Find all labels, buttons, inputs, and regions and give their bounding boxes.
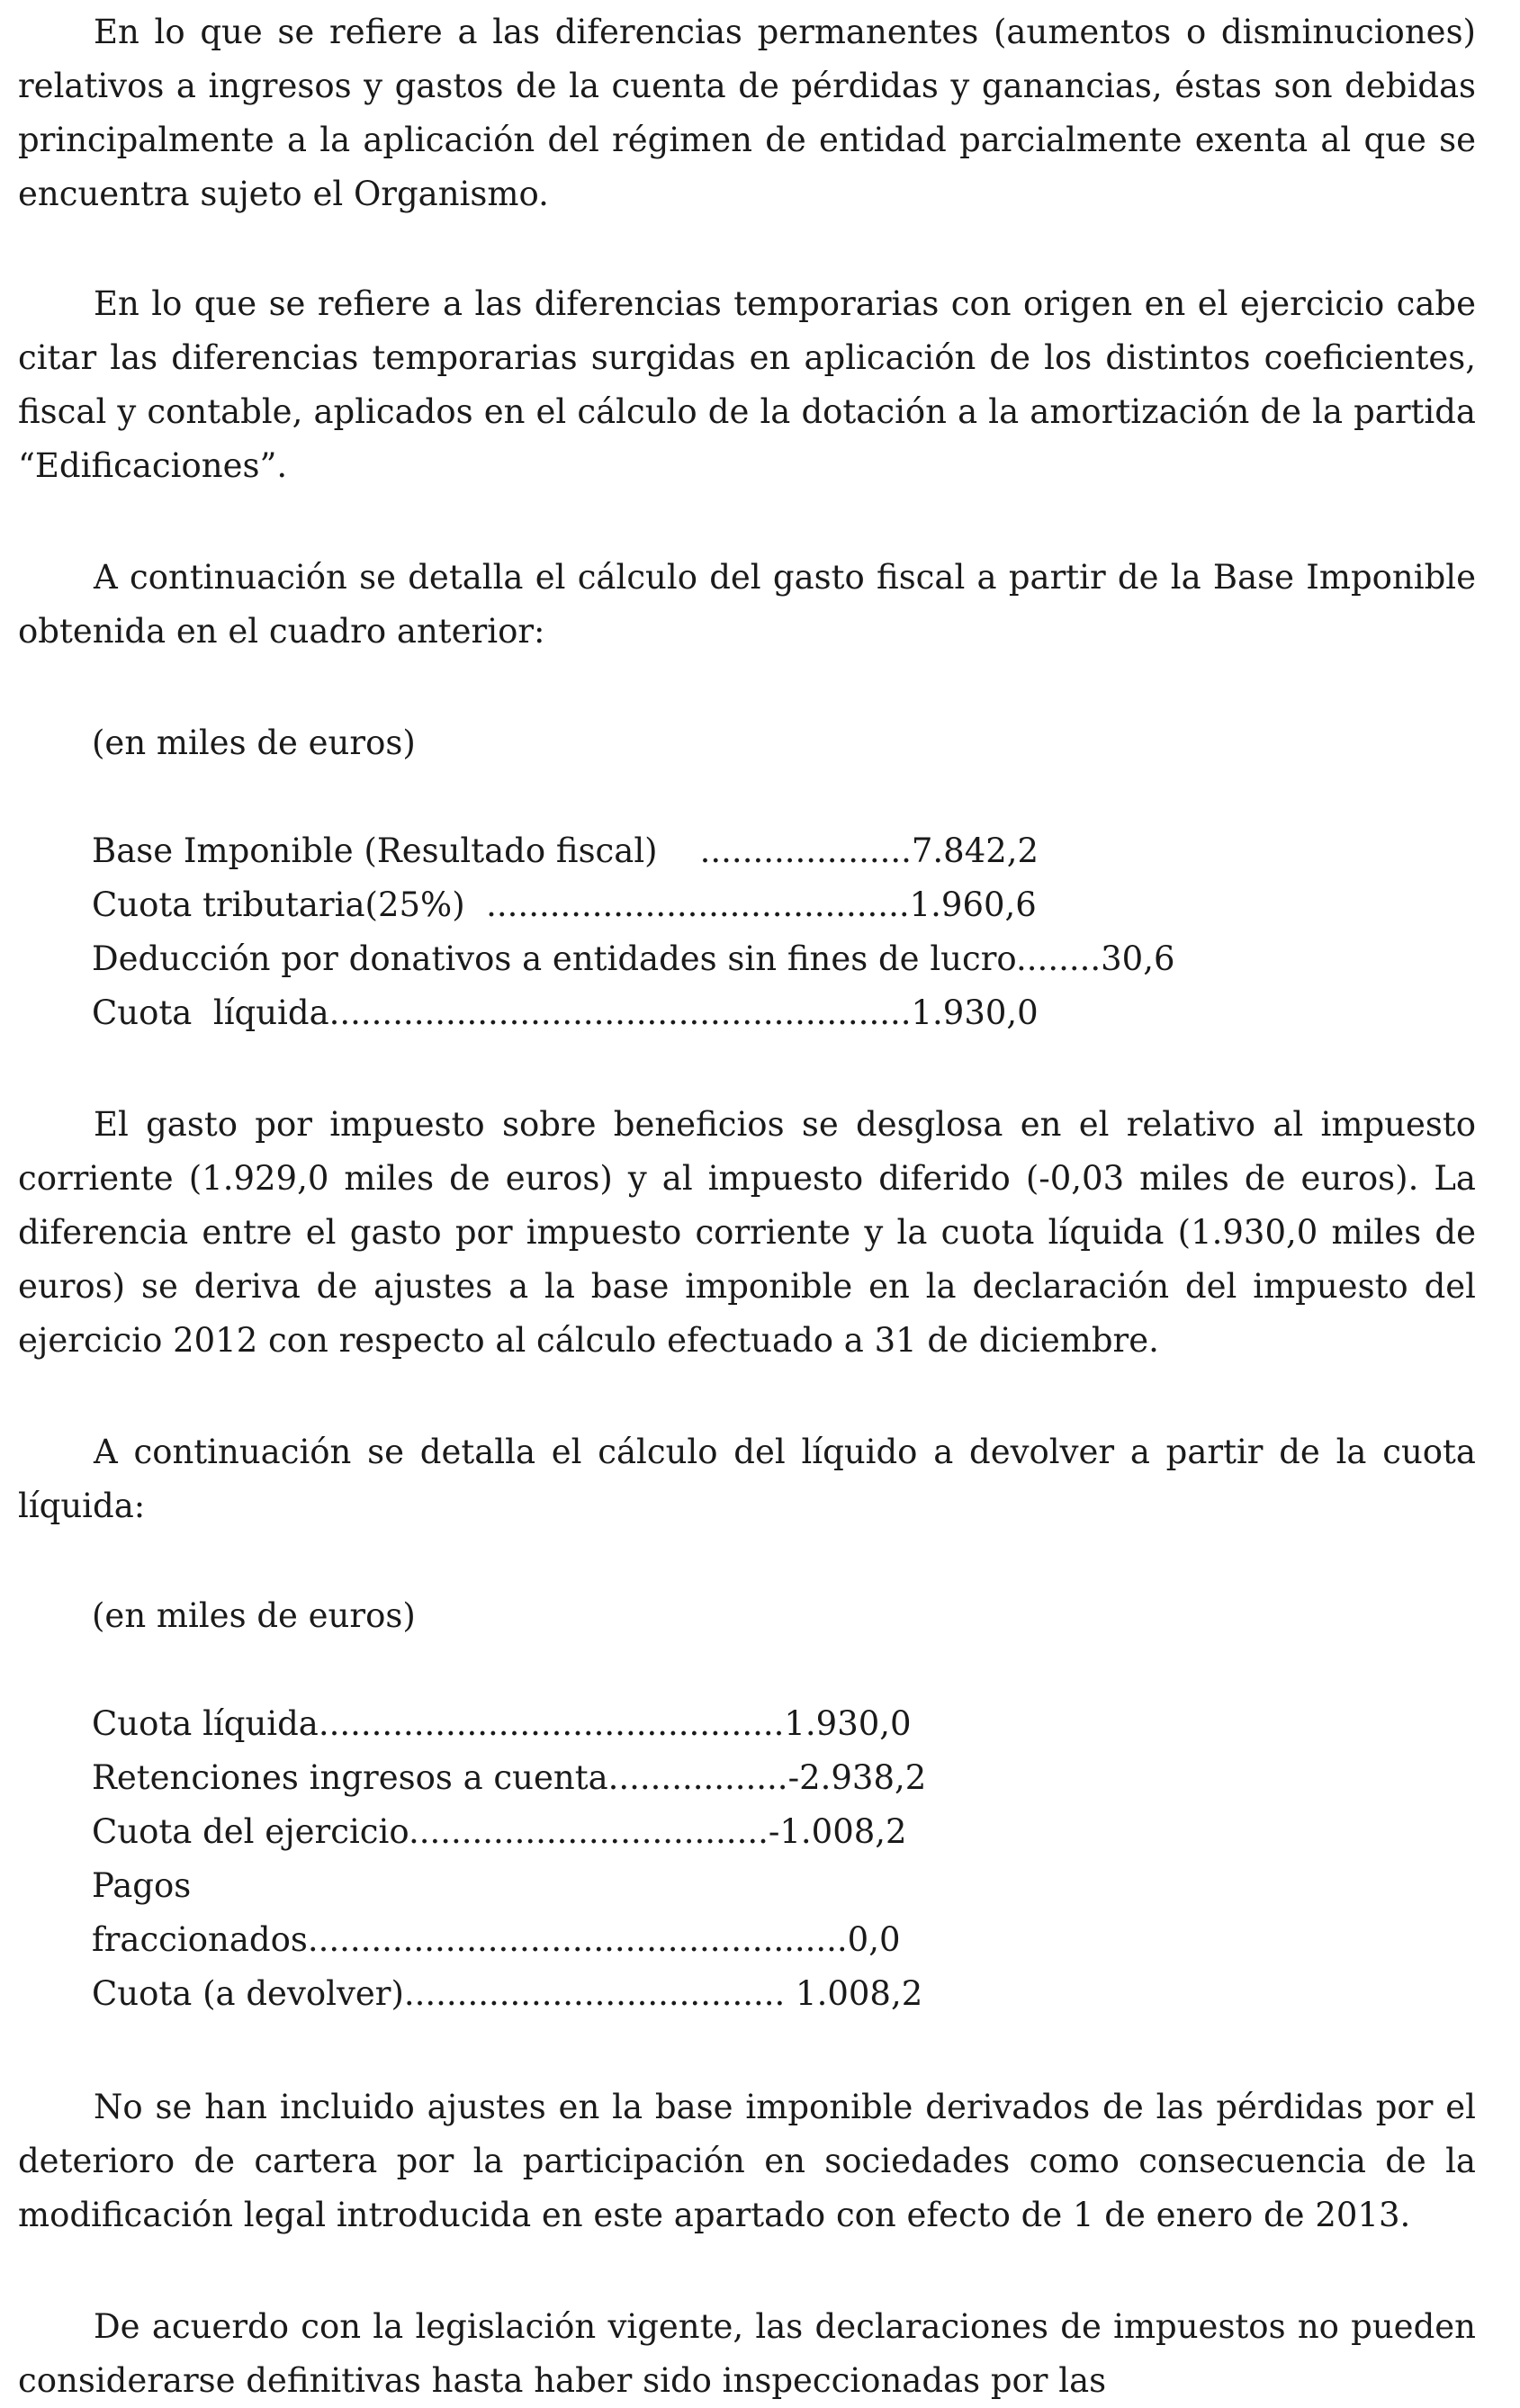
unit-note: (en miles de euros)	[92, 723, 416, 762]
paragraph-diferencias-permanentes: En lo que se refiere a las diferencias permanentes (aumentos o disminuciones) relativos a ingresos y gastos de la cuenta de pérdidas y ganancias, éstas son debidas principalmente a la aplicación del régimen de entidad parcialmente exenta al que se encuentra sujeto el Organismo.	[18, 13, 1476, 213]
paragraph-ajustes-base-imponible: No se han incluido ajustes en la base imponible derivados de las pérdidas por el deterioro de cartera por la participación en sociedades como consecuencia de la modificación legal introducida en este apartado con efecto de 1 de enero de 2013.	[18, 2088, 1476, 2234]
paragraph-intro-gasto-fiscal: A continuación se detalla el cálculo del gasto fiscal a partir de la Base Imponible obtenida en el cuadro anterior:	[18, 558, 1476, 651]
paragraph-gasto-impuesto: El gasto por impuesto sobre beneficios se desglosa en el relativo al impuesto corriente (1.929,0 miles de euros) y al impuesto diferido (-0,03 miles de euros). La diferencia entre el gasto por impuesto corriente y la cuota líquida (1.930,0 miles de euros) se deriva de ajustes a la base imponible en la declaración del impuesto del ejercicio 2012 con respecto al cálculo efectuado a 31 de diciembre.	[18, 1105, 1476, 1360]
tax-calc-line-cuota-tributaria: Cuota tributaria(25%) ........................................1.960,6	[92, 885, 1037, 924]
paragraph-diferencias-temporarias: En lo que se refiere a las diferencias temporarias con origen en el ejercicio cabe citar las diferencias temporarias surgidas en aplicación de los distintos coeficientes, fiscal y contable, aplicados en el cálculo de la dotación a la amortización de la partida “Edificaciones”.	[18, 284, 1476, 485]
refund-calc-line-cuota-ejercicio: Cuota del ejercicio..................................-1.008,2	[92, 1812, 907, 1851]
unit-note: (en miles de euros)	[92, 1596, 416, 1635]
paragraph-intro-liquido-devolver: A continuación se detalla el cálculo del líquido a devolver a partir de la cuota líquida:	[18, 1433, 1476, 1525]
refund-calc-line-cuota-liquida: Cuota líquida............................................1.930,0	[92, 1704, 912, 1743]
tax-calc-line-cuota-liquida: Cuota líquida.......................................................1.930,0	[92, 993, 1039, 1032]
refund-calc-line-retenciones: Retenciones ingresos a cuenta.................-2.938,2	[92, 1758, 927, 1797]
tax-calc-line-deduccion: Deducción por donativos a entidades sin fines de lucro........30,6	[92, 939, 1175, 978]
refund-calc-line-pagos: Pagos	[92, 1866, 192, 1905]
paragraph-legislacion-vigente: De acuerdo con la legislación vigente, las declaraciones de impuestos no pueden considerarse definitivas hasta haber sido inspeccionadas por las	[18, 2307, 1476, 2400]
refund-calc-line-fraccionados: fraccionados...................................................0,0	[92, 1920, 901, 1959]
tax-calc-line-base-imponible: Base Imponible (Resultado fiscal) ....................7.842,2	[92, 831, 1039, 870]
refund-calc-line-cuota-devolver: Cuota (a devolver).................................... 1.008,2	[92, 1974, 923, 2013]
